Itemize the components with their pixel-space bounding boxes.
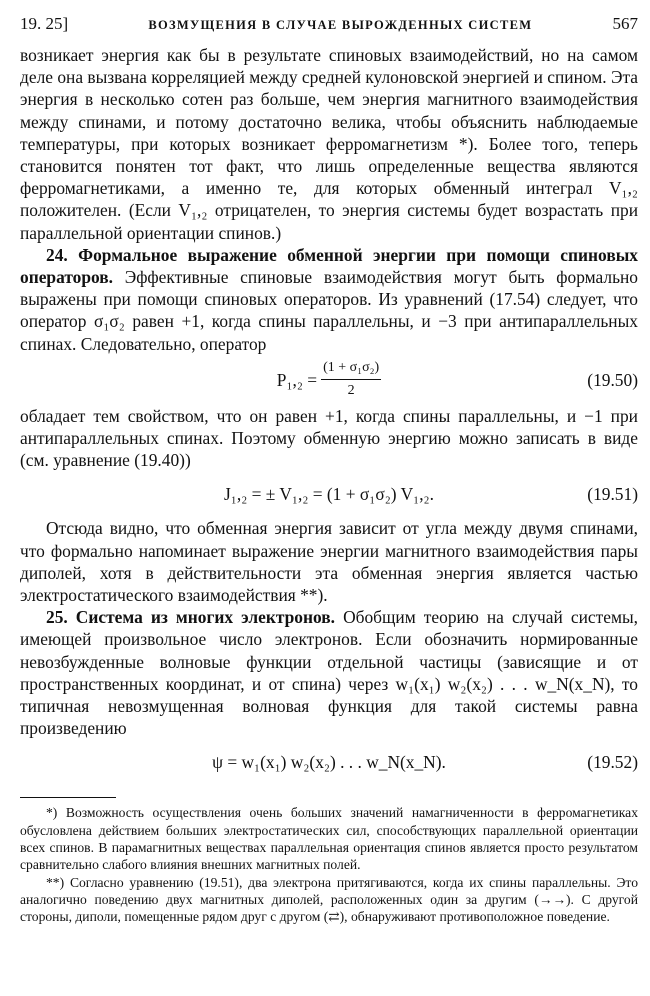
section-25-title: 25. Система из многих электронов. [46,607,336,628]
footnote-1: *) Возможность осуществления очень больших значений намагниченности в ферромагнетиках обусловлена действием больших электростатических сил, способствующих параллельной ориентации всех спинов. В парамагнитных веществах параллельная ориентация спинов является просто результатом сравнительно слабого влияния внешних магнитных полей. [20,805,638,873]
paragraph-after-19-50: обладает тем свойством, что он равен +1, когда спины параллельны, и −1 при антипараллельных спинах. Поэтому обменную энергию можно записать в виде (см. уравнение (19.40)) [20,405,638,471]
eq-19-50-numerator: (1 + σ₁σ₂) [321,357,381,380]
footnote-divider [20,797,116,798]
eq-19-52-expr: ψ = w₁(x₁) w₂(x₂) . . . w_N(x_N). [212,752,446,773]
section-25-text: Обобщим теорию на случай системы, имеющей произвольное число электронов. Если обозначить нормированные невозбужденные волновые функции отдельной частицы (зависящие и от пространственных координат, и от спина) через w₁(x₁) w₂(x₂) . . . w_N(x_N), то типичная невозмущенная волновая функция для такой системы равна произведению [20,607,638,739]
running-header [20,14,638,40]
equation-19-51 [20,471,638,517]
footnotes [20,804,638,925]
eq-19-50-lhs: P₁,₂ = [276,369,318,390]
footnote-2: **) Согласно уравнению (19.51), два электрона притягиваются, когда их спины параллельны. Это аналогично поведению двух магнитных диполей, расположенных один за другим (→→). С другой стороны, диполи, помещенные рядом друг с другом (⇄), обнаруживают противоположное поведение. [20,874,638,925]
section-24-text: Эффективные спиновые взаимодействия могут быть формально выражены при помощи спиновых операторов. Из уравнений (17.54) следует, что оператор σ₁σ₂ равен +1, когда спины параллельны, и −3 при антипараллельных спинах. Следовательно, оператор [20,267,638,354]
eq-19-50-fraction [321,357,381,402]
eq-19-52-label: (19.52) [587,752,638,773]
page-number: 567 [612,14,638,33]
main-text [20,44,638,785]
eq-19-50-denominator: 2 [347,383,355,399]
equation-19-50 [20,355,638,405]
eq-19-51-label: (19.51) [587,484,638,505]
section-ref: 19. 25] [20,14,69,33]
section-25 [20,606,638,739]
paragraph-after-19-51: Отсюда видно, что обменная энергия зависит от угла между двумя спинами, что формально напоминает выражение энергии магнитного взаимодействия пары диполей, хотя в действительности эта обменная энергия является частью электростатического взаимодействия **). [20,518,638,606]
book-page [20,14,638,926]
section-24-title: 24. Формальное выражение обменной энергии при помощи спиновых операторов. [20,244,638,288]
running-title: ВОЗМУЩЕНИЯ В СЛУЧАЕ ВЫРОЖДЕННЫХ СИСТЕМ [148,18,533,32]
eq-19-51-expr: J₁,₂ = ± V₁,₂ = (1 + σ₁σ₂) V₁,₂. [224,484,434,505]
section-24 [20,244,638,355]
equation-19-52 [20,739,638,785]
paragraph-continuation: возникает энергия как бы в результате спиновых взаимодействий, но на самом деле она вызвана корреляцией между средней кулоновской энергией и спином. Эта энергия в несколько сотен раз больше, чем энергия магнитного взаимодействия между спинами, и потому достаточно велика, чтобы объяснить наблюдаемые температуры, при которых возникает ферромагнетизм *). Более того, теперь становится понятен тот факт, что лишь определенные вещества являются ферромагнетиками, а именно те, для которых обменный интеграл V₁,₂ положителен. (Если V₁,₂ отрицателен, то энергия системы будет возрастать при параллельной ориентации спинов.) [20,45,638,243]
eq-19-50-label: (19.50) [587,369,638,390]
